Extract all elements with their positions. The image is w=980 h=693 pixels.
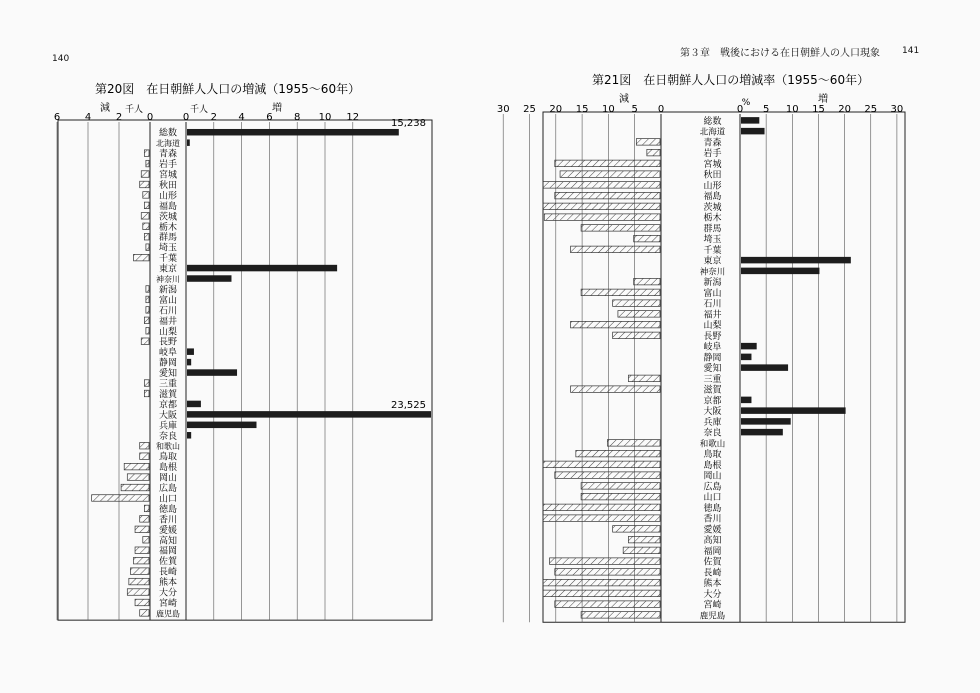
fig21-category-label: 島根 <box>703 460 722 471</box>
fig20-bar-decrease <box>141 213 149 220</box>
fig21-right-tick: 30 <box>890 104 904 115</box>
fig20-category-label: 福島 <box>158 201 178 212</box>
fig21-bar-decrease <box>555 472 660 479</box>
fig20-bar-increase <box>187 348 194 355</box>
fig21-category-label: 長野 <box>703 331 722 342</box>
fig21-bar-increase <box>741 257 851 264</box>
fig21-right-tick: 5 <box>762 104 770 115</box>
fig21-category-label: 山梨 <box>703 321 722 332</box>
fig20-category-label: 福岡 <box>158 546 178 557</box>
fig20-category-label: 山形 <box>158 191 178 202</box>
fig20-bar-decrease <box>127 589 149 596</box>
fig20-bar-increase <box>187 432 191 439</box>
fig21-category-label: 青森 <box>703 138 722 149</box>
fig21-bar-decrease <box>544 214 660 221</box>
fig20-bar-decrease <box>124 463 149 470</box>
fig20-category-label: 三重 <box>158 379 178 390</box>
fig20-unit-left: 千人 <box>124 105 144 115</box>
fig20-bar-decrease <box>130 568 149 575</box>
fig21-left-tick: 0 <box>657 104 665 115</box>
fig21-category-label: 北海道 <box>699 127 726 138</box>
fig21-right-tick: 10 <box>785 104 799 115</box>
fig20-right-tick: 4 <box>238 112 245 123</box>
fig20-bar-decrease <box>127 474 149 481</box>
fig21-bar-increase <box>741 418 791 425</box>
fig21-category-label: 山口 <box>703 493 722 504</box>
fig21-category-label: 佐賀 <box>703 557 722 568</box>
fig20-left-tick: 2 <box>115 112 123 123</box>
fig20-category-label: 千葉 <box>158 254 178 265</box>
fig21-bar-decrease <box>613 300 660 307</box>
fig20-frame <box>58 120 432 620</box>
fig21-bar-decrease <box>543 182 660 189</box>
fig21-category-label: 宮崎 <box>703 600 722 611</box>
fig20-category-label: 香川 <box>158 515 178 526</box>
fig20-increase-label: 増 <box>272 103 282 114</box>
fig20-decrease-label: 減 <box>100 103 110 114</box>
fig21-category-label: 静岡 <box>703 353 722 364</box>
fig20-bar-increase <box>187 369 237 376</box>
fig20-bar-decrease <box>146 296 149 303</box>
fig21-bar-decrease <box>613 332 660 339</box>
fig21-bar-decrease <box>581 493 660 500</box>
fig21-category-label: 京都 <box>703 396 722 407</box>
fig21-category-label: 茨城 <box>703 202 722 213</box>
fig21-unit: % <box>741 98 751 108</box>
fig21-bar-increase <box>741 364 788 371</box>
fig21-category-label: 大分 <box>703 589 722 600</box>
fig21-bar-decrease <box>581 289 660 296</box>
fig20-bar-increase <box>187 359 191 366</box>
fig21-category-label: 兵庫 <box>703 417 722 428</box>
fig21-category-label: 福井 <box>703 310 722 321</box>
fig20-category-label: 愛媛 <box>158 525 178 536</box>
fig21-category-label: 神奈川 <box>699 267 726 278</box>
chart-fig21 <box>490 0 980 693</box>
fig20-bar-decrease <box>135 526 149 533</box>
fig21-bar-decrease <box>555 192 660 199</box>
fig21-bar-increase <box>741 407 846 414</box>
fig20-bar-decrease <box>135 599 149 606</box>
fig20-bar-increase <box>187 139 190 146</box>
fig21-bar-decrease <box>560 171 660 178</box>
fig21-category-label: 滋賀 <box>703 385 722 396</box>
fig21-bar-increase <box>741 429 783 436</box>
fig20-category-label: 鳥取 <box>158 452 178 463</box>
fig21-bar-decrease <box>571 386 660 393</box>
fig20-category-label: 山口 <box>158 494 178 505</box>
fig20-category-label: 島根 <box>158 463 178 474</box>
fig21-category-label: 高知 <box>703 536 722 547</box>
fig20-bar-decrease <box>121 484 149 491</box>
fig21-category-label: 愛媛 <box>703 525 722 536</box>
fig21-category-label: 山形 <box>703 181 722 192</box>
fig20-unit-right: 千人 <box>189 105 209 115</box>
fig21-bar-decrease <box>543 515 660 522</box>
fig20-bar-decrease <box>140 516 149 523</box>
fig21-category-label: 栃木 <box>703 213 722 224</box>
fig21-category-label: 香川 <box>703 514 722 525</box>
left-page-number: 140 <box>52 54 70 64</box>
fig20-category-label: 長崎 <box>158 567 178 578</box>
fig21-decrease-label: 減 <box>619 94 629 105</box>
fig20-bar-decrease <box>144 317 149 324</box>
right-page <box>490 0 980 693</box>
fig20-category-label: 栃木 <box>158 222 178 233</box>
fig21-bar-decrease <box>634 278 660 285</box>
fig21-category-label: 福岡 <box>703 546 722 557</box>
fig21-right-tick: 20 <box>838 104 851 115</box>
fig21-bar-increase <box>741 343 757 350</box>
fig20-category-label: 岐阜 <box>158 348 178 359</box>
fig20-bar-decrease <box>92 495 149 502</box>
fig21-category-label: 三重 <box>703 374 722 385</box>
fig20-right-tick: 8 <box>294 112 301 123</box>
fig20-bar-decrease <box>146 328 149 335</box>
fig21-bar-decrease <box>628 375 660 382</box>
fig20-category-label: 佐賀 <box>158 557 178 568</box>
fig20-bar-decrease <box>144 150 149 157</box>
fig20-category-label: 岡山 <box>158 473 178 484</box>
fig20-category-label: 埼玉 <box>158 243 178 254</box>
fig21-category-label: 奈良 <box>703 428 722 439</box>
fig20-bar-decrease <box>140 442 149 449</box>
fig21-left-tick: 30 <box>496 104 510 115</box>
fig21-category-label: 東京 <box>703 256 722 267</box>
fig21-frame <box>543 112 905 622</box>
fig20-category-label: 秋田 <box>158 180 178 191</box>
fig20-category-label: 広島 <box>158 484 178 495</box>
fig21-category-label: 大阪 <box>703 407 722 418</box>
fig21-bar-decrease <box>555 160 660 167</box>
fig21-category-label: 総数 <box>703 116 722 127</box>
fig21-category-label: 広島 <box>703 482 722 493</box>
fig20-category-label: 愛知 <box>158 369 178 380</box>
fig20-category-label: 熊本 <box>158 578 178 589</box>
fig20-bar-decrease <box>134 254 150 261</box>
fig20-bar-decrease <box>135 547 149 554</box>
fig21-bar-decrease <box>581 483 660 490</box>
fig20-category-label: 宮城 <box>158 170 178 181</box>
fig21-bar-decrease <box>613 526 660 533</box>
fig20-category-label: 静岡 <box>158 358 178 369</box>
fig21-bar-decrease <box>571 246 660 253</box>
fig21-bar-decrease <box>623 547 660 554</box>
fig21-category-label: 福島 <box>703 192 722 203</box>
fig20-value-label: 15,238 <box>391 118 426 129</box>
fig21-category-label: 長崎 <box>703 568 722 579</box>
fig21-bar-decrease <box>581 612 660 619</box>
fig20-category-label: 鹿児島 <box>156 609 180 619</box>
fig20-bar-decrease <box>144 380 149 387</box>
fig21-bar-decrease <box>576 450 660 457</box>
fig21-bar-decrease <box>543 461 660 468</box>
fig21-left-tick: 15 <box>575 104 589 115</box>
fig20-category-label: 富山 <box>158 295 178 306</box>
fig21-bar-increase <box>741 117 759 124</box>
fig21-category-label: 鹿児島 <box>699 611 726 622</box>
fig21-category-label: 千葉 <box>703 245 722 256</box>
fig20-bar-decrease <box>146 244 149 251</box>
fig20-category-label: 大分 <box>158 588 178 599</box>
fig21-bar-decrease <box>647 149 660 156</box>
running-header: 第３章 戦後における在日朝鮮人の人口現象 <box>680 48 880 59</box>
fig20-category-label: 神奈川 <box>156 275 180 285</box>
fig20-category-label: 山梨 <box>158 327 178 338</box>
fig20-bar-decrease <box>140 181 149 188</box>
fig21-right-tick: 25 <box>864 104 878 115</box>
fig20-bar-decrease <box>144 233 149 240</box>
fig21-bar-decrease <box>543 203 660 210</box>
fig20-left-tick: 6 <box>53 112 61 123</box>
fig20-right-tick: 0 <box>182 112 190 123</box>
fig21-bar-decrease <box>550 558 660 565</box>
fig21-category-label: 徳島 <box>703 503 722 514</box>
fig20-bar-decrease <box>140 453 149 460</box>
fig21-bar-decrease <box>628 536 660 543</box>
fig21-category-label: 岐阜 <box>703 342 722 353</box>
fig21-bar-decrease <box>607 440 660 447</box>
fig20-category-label: 群馬 <box>158 233 178 244</box>
fig20-bar-decrease <box>140 610 149 617</box>
fig20-right-tick: 12 <box>346 112 360 123</box>
fig21-category-label: 秋田 <box>703 170 722 181</box>
fig20-category-label: 岩手 <box>158 160 178 171</box>
fig21-bar-decrease <box>543 579 660 586</box>
fig20-left-tick: 0 <box>146 112 154 123</box>
fig20-right-tick: 10 <box>318 112 332 123</box>
fig20-bar-decrease <box>134 557 150 564</box>
fig21-category-label: 新潟 <box>703 278 722 289</box>
fig21-bar-decrease <box>618 311 660 318</box>
fig20-value-label: 23,525 <box>391 400 426 412</box>
fig21-category-label: 鳥取 <box>703 450 722 461</box>
fig20-category-label: 東京 <box>158 264 178 275</box>
fig21-bar-decrease <box>555 569 660 576</box>
fig20-category-label: 青森 <box>158 149 178 160</box>
fig20-bar-increase <box>187 401 201 408</box>
fig20-bar-decrease <box>146 307 149 314</box>
fig20-category-label: 宮崎 <box>158 598 178 609</box>
fig21-bar-decrease <box>555 601 660 608</box>
fig20-category-label: 北海道 <box>156 139 180 149</box>
fig21-bar-increase <box>741 128 765 135</box>
fig20-right-tick: 2 <box>210 112 217 123</box>
fig20-category-label: 滋賀 <box>158 389 178 400</box>
fig21-left-tick: 10 <box>602 104 615 115</box>
fig20-bar-decrease <box>143 192 149 199</box>
fig20-left-tick: 4 <box>84 112 92 123</box>
fig20-bar-decrease <box>144 505 149 512</box>
fig20-bar-increase <box>187 275 231 282</box>
fig20-bar-decrease <box>146 160 149 167</box>
fig21-category-label: 群馬 <box>703 224 722 235</box>
fig21-bar-decrease <box>571 321 660 328</box>
fig21-bar-increase <box>741 397 751 404</box>
fig21-category-label: 岩手 <box>703 149 722 160</box>
fig21-left-tick: 5 <box>631 104 638 115</box>
fig20-category-label: 茨城 <box>158 212 178 223</box>
fig20-bar-decrease <box>143 537 149 544</box>
fig20-bar-decrease <box>143 223 149 230</box>
fig20-category-label: 兵庫 <box>158 421 178 432</box>
fig20-category-label: 長野 <box>158 337 178 348</box>
fig21-category-label: 富山 <box>703 288 722 299</box>
fig20-bar-increase <box>187 411 431 418</box>
fig20-category-label: 高知 <box>158 536 178 547</box>
fig20-bar-decrease <box>129 578 149 585</box>
fig21-title: 第21図 在日朝鮮人人口の増減率（1955～60年） <box>592 73 870 87</box>
fig20-bar-decrease <box>144 202 149 209</box>
fig20-bar-increase <box>187 265 337 272</box>
fig21-category-label: 岡山 <box>703 471 722 482</box>
fig20-bar-decrease <box>141 171 149 178</box>
right-page-number: 141 <box>902 46 920 56</box>
fig21-bar-increase <box>741 268 819 275</box>
fig21-right-tick: 0 <box>736 104 744 115</box>
fig21-left-tick: 25 <box>523 104 536 115</box>
fig20-bar-decrease <box>144 390 149 397</box>
fig20-category-label: 石川 <box>158 306 178 317</box>
fig21-category-label: 愛知 <box>703 364 722 375</box>
fig21-category-label: 石川 <box>703 299 722 310</box>
fig20-bar-increase <box>187 422 257 429</box>
fig20-category-label: 福井 <box>158 316 178 327</box>
fig21-right-tick: 15 <box>812 104 825 115</box>
fig20-bar-decrease <box>141 338 149 345</box>
fig21-bar-decrease <box>581 225 660 232</box>
fig21-bar-decrease <box>634 235 660 242</box>
fig21-bar-decrease <box>543 504 660 511</box>
fig21-bar-decrease <box>636 139 660 146</box>
fig20-category-label: 新潟 <box>158 285 178 296</box>
fig21-category-label: 熊本 <box>703 579 722 590</box>
fig21-category-label: 埼玉 <box>703 235 722 246</box>
fig20-right-tick: 6 <box>266 112 273 123</box>
fig20-category-label: 大阪 <box>158 410 178 421</box>
fig20-bar-increase <box>187 129 399 136</box>
fig20-bar-decrease <box>146 286 149 293</box>
fig21-category-label: 宮城 <box>703 159 722 170</box>
fig20-category-label: 京都 <box>158 400 178 411</box>
fig20-title: 第20図 在日朝鮮人人口の増減（1955～60年） <box>95 82 361 96</box>
fig20-category-label: 奈良 <box>158 431 178 442</box>
fig21-bar-increase <box>741 354 751 361</box>
fig21-bar-decrease <box>543 590 660 597</box>
fig21-left-tick: 20 <box>549 104 563 115</box>
fig21-increase-label: 増 <box>818 94 828 105</box>
fig20-category-label: 和歌山 <box>156 442 180 452</box>
fig20-category-label: 総数 <box>158 128 178 139</box>
fig20-category-label: 徳島 <box>158 504 178 515</box>
fig21-category-label: 和歌山 <box>699 439 726 450</box>
